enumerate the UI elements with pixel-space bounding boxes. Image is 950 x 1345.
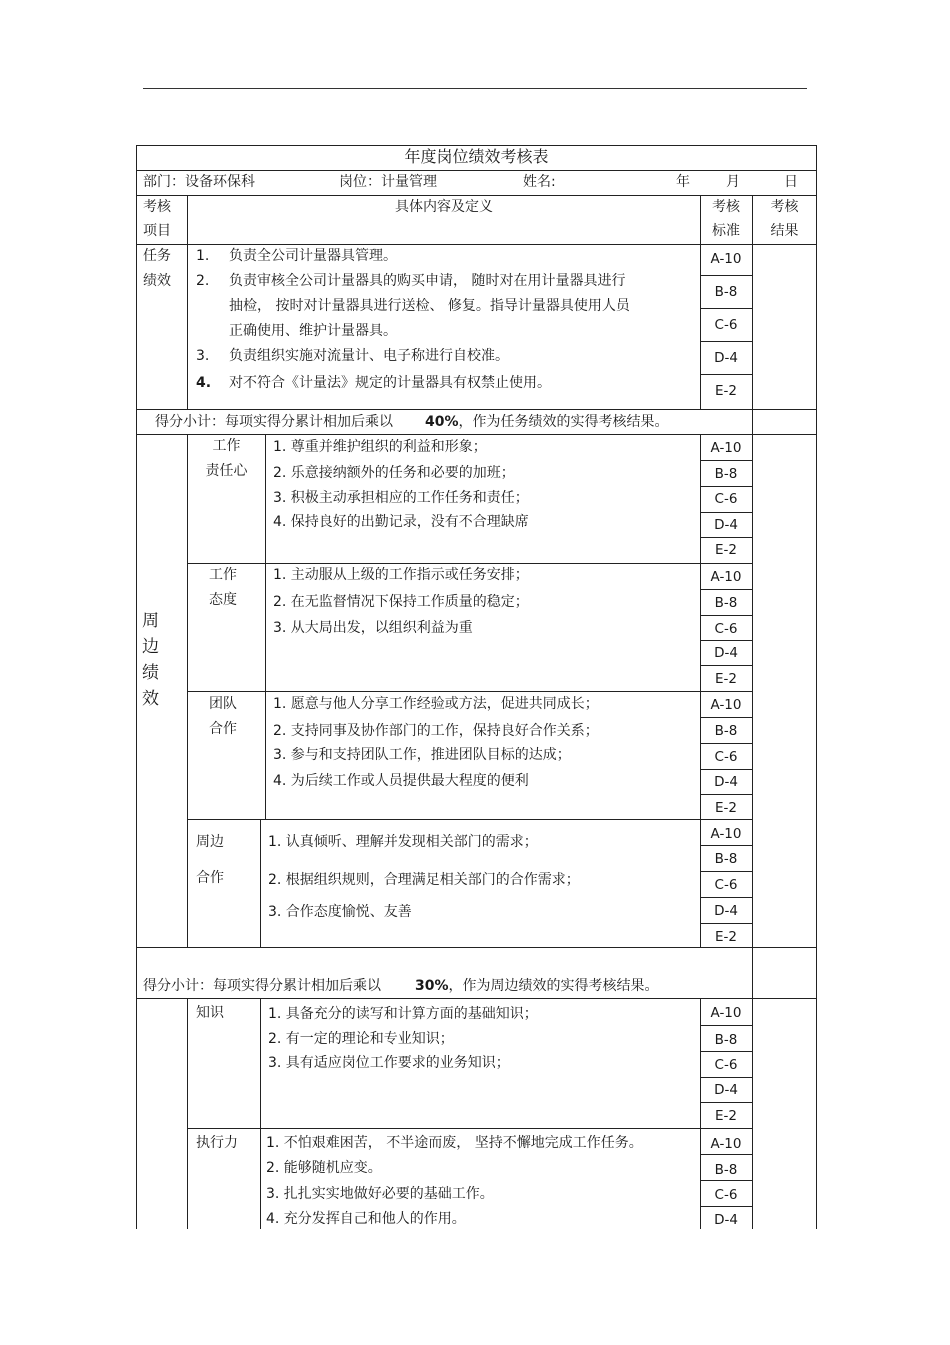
group-label: 合作 <box>209 721 237 737</box>
grade-a: A-10 <box>710 1005 742 1021</box>
month-field: 月 <box>726 174 740 190</box>
position-field: 岗位：计量管理 <box>339 174 437 190</box>
rule <box>187 819 753 820</box>
grade-c: C-6 <box>714 877 738 893</box>
group-item: 2. 有一定的理论和专业知识； <box>268 1031 454 1047</box>
grade-d: D-4 <box>714 350 738 366</box>
grade-c: C-6 <box>714 621 738 637</box>
task-item: 对不符合《计量法》规定的计量器具有权禁止使用。 <box>229 375 551 391</box>
group-item: 3. 具有适应岗位工作要求的业务知识； <box>268 1055 510 1071</box>
department-field: 部门：设备环保科 <box>143 174 255 190</box>
grade-e: E-2 <box>715 800 737 816</box>
header-standard: 考核 <box>712 199 740 215</box>
grade-c: C-6 <box>714 1187 738 1203</box>
grade-e: E-2 <box>715 1108 737 1124</box>
rule <box>187 1128 753 1129</box>
peripheral-subtotal: 得分小计：每项实得分累计相加后乘以 30%，作为周边绩效的实得考核结果。 <box>143 978 659 994</box>
rule <box>136 434 817 435</box>
group-item: 2. 能够随机应变。 <box>266 1160 382 1176</box>
grade-a: A-10 <box>710 697 742 713</box>
group-label: 知识 <box>196 1005 224 1021</box>
group-item: 1. 不怕艰难困苦， 不半途而废， 坚持不懈地完成工作任务。 <box>266 1135 643 1151</box>
grade-e: E-2 <box>715 383 737 399</box>
day-field: 日 <box>784 174 798 190</box>
header-result: 考核 <box>770 199 799 215</box>
grade-a: A-10 <box>710 440 742 456</box>
peripheral-label: 边 <box>142 637 159 657</box>
grade-d: D-4 <box>714 517 738 533</box>
page-title: 年度岗位绩效考核表 <box>404 147 549 166</box>
task-item: 负责全公司计量器具管理。 <box>229 248 397 264</box>
name-field: 姓名: <box>523 174 556 190</box>
group-item: 1. 愿意与他人分享工作经验或方法，促进共同成长； <box>273 696 599 712</box>
group-item: 2. 在无监督情况下保持工作质量的稳定； <box>273 594 529 610</box>
grade-a: A-10 <box>710 826 742 842</box>
task-item-num: 2. <box>196 273 210 289</box>
group-label: 团队 <box>209 696 237 712</box>
group-label: 合作 <box>196 870 224 886</box>
grade-d: D-4 <box>714 903 738 919</box>
rule <box>136 998 817 999</box>
task-label: 绩效 <box>143 273 171 289</box>
group-item: 2. 乐意接纳额外的任务和必要的加班； <box>273 465 515 481</box>
grade-b: B-8 <box>714 1032 738 1048</box>
grade-b: B-8 <box>714 284 738 300</box>
header-rule <box>143 88 807 89</box>
group-item: 3. 合作态度愉悦、友善 <box>268 904 412 920</box>
task-item-num: 3. <box>196 348 210 364</box>
group-item: 3. 积极主动承担相应的工作任务和责任； <box>273 490 529 506</box>
year-field: 年 <box>676 174 690 190</box>
task-label: 任务 <box>143 248 171 264</box>
rule <box>187 563 753 564</box>
group-label: 周边 <box>196 834 224 850</box>
task-item-num: 1. <box>196 248 210 264</box>
peripheral-label: 绩 <box>142 663 159 683</box>
rule <box>136 170 817 171</box>
task-item: 负责组织实施对流量计、电子称进行自校准。 <box>229 348 509 364</box>
group-item: 2. 根据组织规则，合理满足相关部门的合作需求； <box>268 872 580 888</box>
group-label: 态度 <box>209 592 237 608</box>
peripheral-label: 周 <box>142 611 159 631</box>
task-item: 正确使用、维护计量器具。 <box>229 323 397 339</box>
group-item: 3. 从大局出发，以组织利益为重 <box>273 620 473 636</box>
task-subtotal: 得分小计：每项实得分累计相加后乘以 40%，作为任务绩效的实得考核结果。 <box>155 414 669 430</box>
task-item-num: 4. <box>196 375 212 391</box>
group-label: 工作 <box>209 567 237 583</box>
grade-b: B-8 <box>714 595 738 611</box>
grade-c: C-6 <box>714 491 738 507</box>
group-item: 4. 充分发挥自己和他人的作用。 <box>266 1211 466 1227</box>
rule <box>136 947 817 948</box>
group-label: 工作 <box>212 438 241 454</box>
group-item: 3. 参与和支持团队工作，推进团队目标的达成； <box>273 747 571 763</box>
group-item: 1. 主动服从上级的工作指示或任务安排； <box>273 567 529 583</box>
group-item: 3. 扎扎实实地做好必要的基础工作。 <box>266 1186 494 1202</box>
group-label: 执行力 <box>196 1135 238 1151</box>
rule <box>136 244 817 245</box>
grade-a: A-10 <box>710 1136 742 1152</box>
header-content: 具体内容及定义 <box>395 199 493 215</box>
header-standard: 标准 <box>712 223 740 239</box>
task-item: 抽检， 按时对计量器具进行送检、 修复。指导计量器具使用人员 <box>229 298 630 314</box>
peripheral-label: 效 <box>142 689 159 709</box>
rule <box>136 195 817 196</box>
grade-c: C-6 <box>714 749 738 765</box>
grade-a: A-10 <box>710 251 742 267</box>
grade-e: E-2 <box>715 929 737 945</box>
header-result: 结果 <box>770 223 799 239</box>
grade-b: B-8 <box>714 723 738 739</box>
grade-e: E-2 <box>715 542 737 558</box>
header-item: 考核 <box>143 199 171 215</box>
group-item: 4. 为后续工作或人员提供最大程度的便利 <box>273 773 529 789</box>
group-item: 2. 支持同事及协作部门的工作，保持良好合作关系； <box>273 723 599 739</box>
grade-d: D-4 <box>714 774 738 790</box>
grade-b: B-8 <box>714 851 738 867</box>
grade-d: D-4 <box>714 645 738 661</box>
grade-b: B-8 <box>714 1162 738 1178</box>
grade-d: D-4 <box>714 1212 738 1228</box>
rule <box>136 409 817 410</box>
grade-d: D-4 <box>714 1082 738 1098</box>
grade-e: E-2 <box>715 671 737 687</box>
group-label: 责任心 <box>205 463 248 479</box>
grade-c: C-6 <box>714 1057 738 1073</box>
rule <box>187 691 753 692</box>
grade-a: A-10 <box>710 569 742 585</box>
grade-b: B-8 <box>714 466 738 482</box>
task-item: 负责审核全公司计量器具的购买申请， 随时对在用计量器具进行 <box>229 273 626 289</box>
group-item: 1. 认真倾听、理解并发现相关部门的需求； <box>268 834 538 850</box>
group-item: 1. 尊重并维护组织的利益和形象； <box>273 439 487 455</box>
group-item: 4. 保持良好的出勤记录，没有不合理缺席 <box>273 514 529 530</box>
header-item: 项目 <box>143 223 171 239</box>
group-item: 1. 具备充分的读写和计算方面的基础知识； <box>268 1006 538 1022</box>
grade-c: C-6 <box>714 317 738 333</box>
